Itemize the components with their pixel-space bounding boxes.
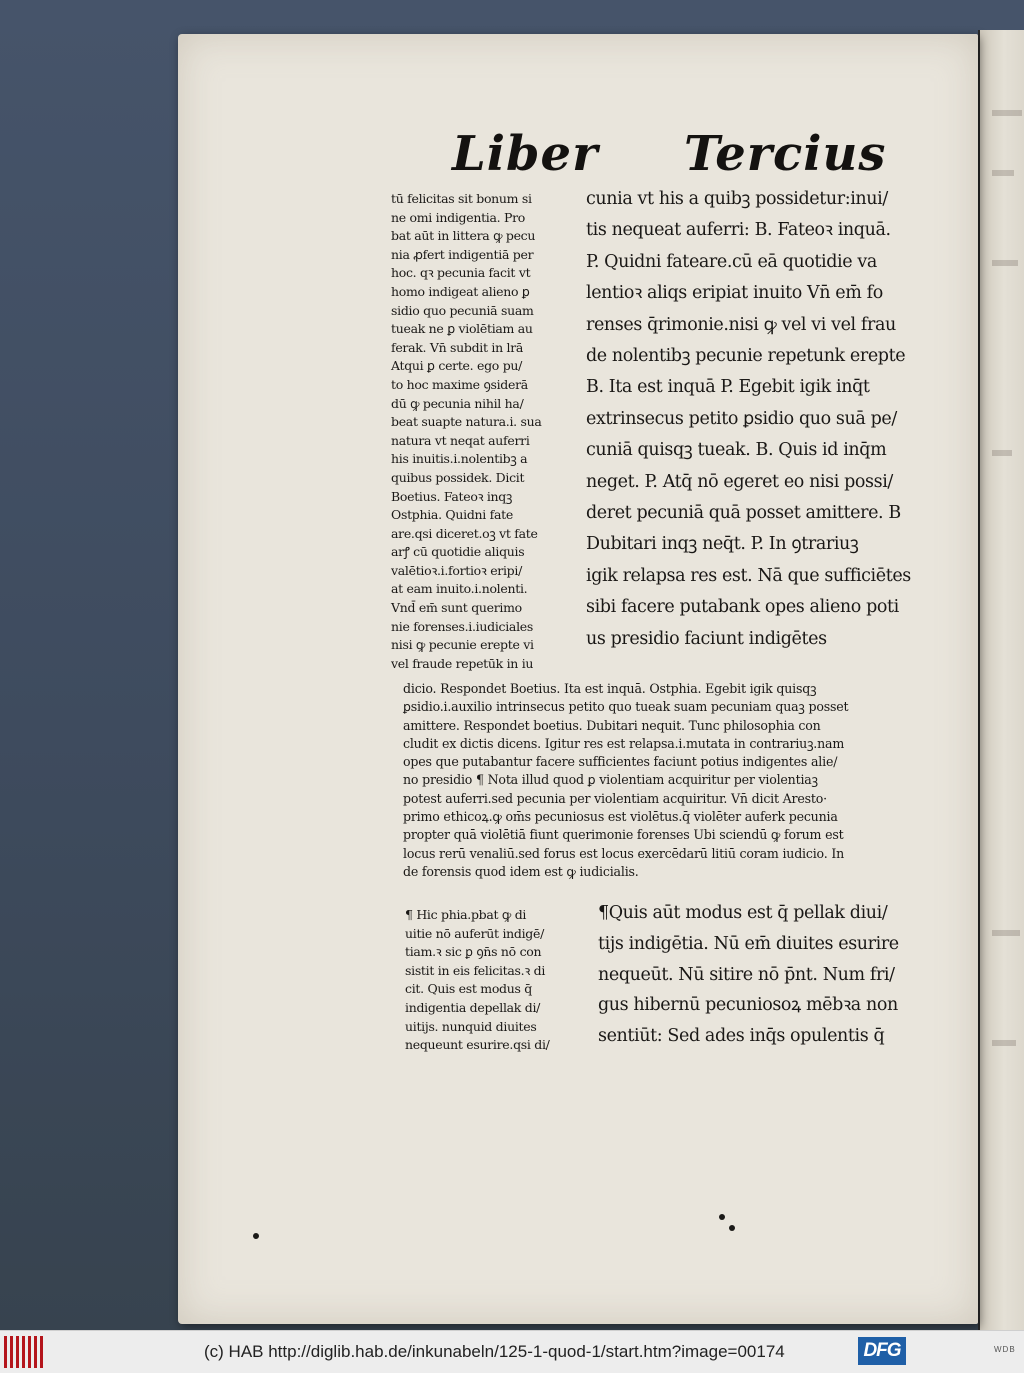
text-line: cuniā quisqꝫ tueak. B. Quis id inq̄m	[586, 440, 887, 461]
text-line: primo ethicoꝝ.ꝙ om̄s pecuniosus est violētus.q̄ violēter auferk pecunia	[403, 809, 838, 825]
text-line: us presidio faciunt indigētes	[586, 628, 827, 649]
text-line: sentiūt: Sed ades inq̄s opulentis q̄	[598, 1026, 885, 1047]
text-line: amittere. Respondet boetius. Dubitari nequit. Tunc philosophia con	[403, 717, 821, 733]
page-mark-dot	[253, 1233, 259, 1239]
text-line: Vnd̄ em̄ sunt querimo	[391, 600, 522, 616]
text-line: uitijs. nunquid diuites	[405, 1018, 537, 1034]
hab-logo-icon[interactable]	[4, 1336, 44, 1368]
text-line: bat aūt in littera ꝙ pecu	[391, 228, 536, 244]
main-text-bottom	[598, 898, 899, 1052]
text-line: P. Quidni fateare.cū eā quotidie va	[586, 251, 877, 272]
text-line: natura vt neqat auferri	[391, 432, 530, 448]
text-line: ferak. Vn̄ subdit in lrā	[391, 339, 524, 355]
running-head-right: Tercius	[684, 126, 887, 182]
wdb-label: WDB	[994, 1345, 1016, 1354]
text-line: at eam inuito.i.nolenti.	[391, 581, 528, 597]
text-line: B. Ita est inquā P. Egebit igik inq̄t	[586, 377, 870, 398]
text-line: vel fraude repetūk in iu	[391, 655, 534, 671]
text-line: ¶ Hic phia.pbat ꝙ di	[405, 907, 527, 922]
text-line: lentioꝛ aliqs eripiat inuito Vn̄ em̄ fo	[586, 283, 883, 304]
copyright-link[interactable]: (c) HAB http://diglib.hab.de/inkunabeln/125-1-quod-1/start.htm?image=00174	[204, 1342, 785, 1361]
text-line: nisi ꝙ pecunie erepte vi	[391, 637, 534, 653]
text-line: potest auferri.sed pecunia per violentiam acquiritur. Vn̄ dicit Aresto·	[403, 790, 827, 806]
text-line: quibus possidek. Dicit	[391, 469, 525, 485]
text-line: Ostphia. Quidni fate	[391, 507, 513, 523]
dfg-logo-icon[interactable]: DFG	[858, 1337, 906, 1365]
text-line: sidio quo pecuniā suam	[391, 302, 534, 318]
text-line: tijs indigētia. Nū em̄ diuites esurire	[598, 933, 899, 954]
text-line: hoc. qꝛ pecunia facit vt	[391, 265, 531, 281]
text-line: dicio. Respondet Boetius. Ita est inquā. Ostphia. Egebit igik quisqꝫ	[403, 681, 817, 696]
page-mark-dot	[719, 1214, 725, 1220]
text-line: locus rerū venaliū.sed forus est locus exercēdarū litiū coram iudicio. In	[403, 845, 845, 861]
text-line: ꝑsidio.i.auxilio intrinsecus petito quo tueak suam pecuniam quaꝫ posset	[403, 699, 849, 715]
running-head-left: Liber	[452, 126, 599, 182]
text-line: extrinsecus petito ꝑsidio quo suā pe/	[586, 408, 897, 429]
text-line: Atqui ꝑ certe. ego pu/	[391, 358, 523, 374]
text-line: homo indigeat alieno ꝑ	[391, 283, 530, 299]
text-line: cludit ex dictis dicens. Igitur res est relapsa.i.mutata in contrariuꝫ.nam	[403, 735, 845, 751]
text-line: tueak ne ꝑ violētiam au	[391, 321, 533, 337]
text-line: are.qsi diceret.oꝫ vt fate	[391, 525, 538, 541]
text-line: no presidio ¶ Nota illud quod ꝑ violentiam acquiritur per violentiaꝫ	[403, 772, 818, 788]
text-line: tis nequeat auferri: B. Fateoꝛ inquā.	[586, 220, 891, 241]
text-line: opes que putabantur facere sufficientes faciunt potius indigentes alie/	[403, 754, 838, 770]
text-line: tiam.ꝛ sic ꝑ ꝯn̄s nō con	[405, 944, 542, 960]
adjacent-page-edge	[978, 30, 1024, 1330]
text-line: Dubitari inqꝫ neq̄t. P. In ꝯtrariuꝫ	[586, 534, 859, 555]
text-line: nie forenses.i.iudiciales	[391, 618, 533, 634]
text-line: propter quā violētiā fiunt querimonie forenses Ubi sciendū ꝙ forum est	[403, 827, 844, 843]
text-line: sibi facere putabank opes alieno poti	[586, 597, 899, 618]
text-line: his inuitis.i.nolentibꝫ a	[391, 451, 528, 467]
text-line: valētioꝛ.i.fortioꝛ eripi/	[391, 562, 522, 578]
text-line: deret pecuniā quā posset amittere. B	[586, 503, 901, 524]
text-line: beat suapte natura.i. sua	[391, 414, 542, 430]
text-line: Boetius. Fateoꝛ inqꝫ	[391, 488, 513, 504]
text-line: igik relapsa res est. Nā que sufficiētes	[586, 565, 911, 586]
text-line: to hoc maxime ꝯsiderā	[391, 376, 528, 392]
text-line: ¶Quis aūt modus est q̄ pellak diui/	[598, 903, 888, 923]
footer-bar	[0, 1330, 1024, 1373]
text-line: arꝭ cū quotidie aliquis	[391, 544, 525, 560]
text-line: indigentia depellak di/	[405, 999, 541, 1015]
text-line: cunia vt his a quibꝫ possidetur:inui/	[586, 189, 888, 209]
text-line: nequeūt. Nū sitire nō p̄nt. Num fri/	[598, 964, 895, 985]
text-line: sistit in eis felicitas.ꝛ di	[405, 962, 546, 978]
text-line: gus hibernū pecuniosoꝝ mēbꝛa non	[598, 995, 898, 1016]
text-line: nia ꝓfert indigentiā per	[391, 246, 534, 262]
page-mark-dot	[729, 1225, 735, 1231]
commentary-gloss-wide	[403, 680, 848, 881]
text-line: de forensis quod idem est ꝙ iudicialis.	[403, 863, 639, 879]
text-line: cit. Quis est modus q̄	[405, 981, 532, 997]
text-line: uitie nō auferūt indigē/	[405, 925, 544, 941]
text-line: neget. P. Atq̄ nō egeret eo nisi possi/	[586, 471, 893, 492]
commentary-gloss-bottom	[405, 906, 550, 1055]
text-line: renses q̄rimonie.nisi ꝙ vel vi vel frau	[586, 314, 896, 335]
text-line: ne omi indigentia. Pro	[391, 209, 526, 225]
text-line: dū ꝙ pecunia nihil ha/	[391, 395, 524, 411]
text-line: tū felicitas sit bonum si	[391, 191, 532, 206]
main-text-top	[586, 184, 911, 655]
text-line: nequeunt esurire.qsi di/	[405, 1037, 550, 1053]
text-line: de nolentibꝫ pecunie repetunk erepte	[586, 346, 906, 367]
commentary-gloss-top	[391, 190, 542, 673]
